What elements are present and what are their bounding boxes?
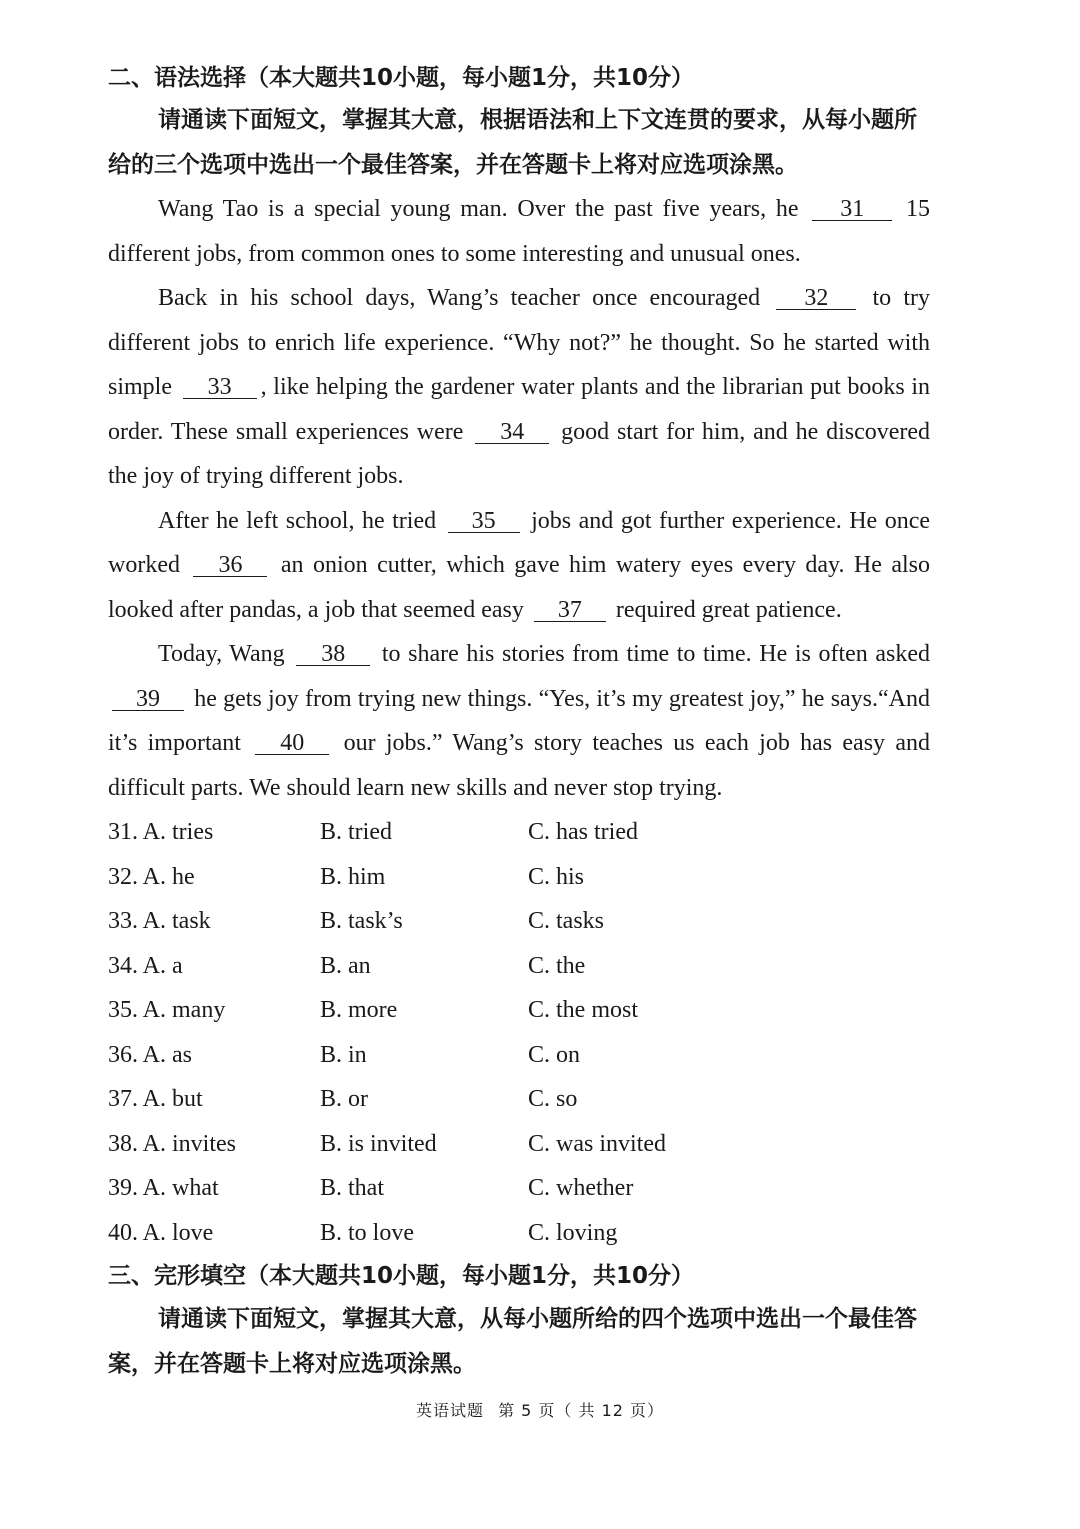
section-2-instructions: 请通读下面短文，掌握其大意，根据语法和上下文连贯的要求，从每小题所给的三个选项中选出一个最佳答案，并在答题卡上将对应选项涂黑。 xyxy=(108,107,917,178)
option-b: B. to love xyxy=(320,1219,414,1246)
option-a: 32. A. he xyxy=(108,863,195,890)
option-row-37 xyxy=(108,1077,808,1122)
option-b: B. task’s xyxy=(320,908,403,934)
option-row-38 xyxy=(108,1122,808,1167)
grammar-passage xyxy=(108,187,930,810)
answer-options xyxy=(108,810,808,1255)
option-b: B. tried xyxy=(320,819,392,845)
option-b: B. is invited xyxy=(320,1130,437,1157)
option-b: B. more xyxy=(320,997,398,1023)
blank-37: 37 xyxy=(534,599,606,622)
option-b: B. in xyxy=(320,1041,367,1068)
option-row-39 xyxy=(108,1166,808,1211)
option-a: 38. A. invites xyxy=(108,1130,237,1157)
option-row-36 xyxy=(108,1033,808,1078)
blank-39: 39 xyxy=(112,688,184,711)
option-c: C. the xyxy=(528,952,586,979)
section-3-heading: 三、完形填空（本大题共10小题，每小题1分，共10分） xyxy=(108,1263,695,1289)
option-c: C. has tried xyxy=(528,819,638,845)
blank-34: 34 xyxy=(475,421,549,444)
option-a: 31. A. tries xyxy=(108,819,214,845)
blank-35: 35 xyxy=(448,510,520,533)
option-b: B. or xyxy=(320,1086,368,1112)
option-a: 37. A. but xyxy=(108,1086,203,1112)
option-b: B. that xyxy=(320,1175,384,1201)
page-footer xyxy=(0,1398,1080,1421)
blank-36: 36 xyxy=(193,554,267,577)
option-a: 36. A. as xyxy=(108,1041,192,1068)
option-c: C. loving xyxy=(528,1219,618,1246)
option-c: C. on xyxy=(528,1041,581,1068)
option-b: B. him xyxy=(320,863,386,890)
footer-subject: 英语试题 xyxy=(415,1401,484,1420)
option-c: C. tasks xyxy=(528,908,605,934)
section-3-instructions: 请通读下面短文，掌握其大意，从每小题所给的四个选项中选出一个最佳答案，并在答题卡上将对应选项涂黑。 xyxy=(108,1306,917,1377)
section-2-heading: 二、语法选择（本大题共10小题，每小题1分，共10分） xyxy=(108,65,695,91)
passage-paragraph-3: After he left school, he tried 35 jobs and got further experience. He once worked 36 an onion cutter, which gave him watery eyes every day. He also looked after pandas, a job that seemed easy 37 required great patience. xyxy=(108,507,931,623)
option-a: 40. A. love xyxy=(108,1219,214,1246)
option-a: 34. A. a xyxy=(108,952,183,979)
option-row-33 xyxy=(108,899,808,944)
blank-33: 33 xyxy=(183,376,257,399)
passage-paragraph-2: Back in his school days, Wang’s teacher once encouraged 32 to try different jobs to enrich life experience. “Why not?” he thought. So he started with simple 33 , like helping the gardener water plants and the librarian put books in order. These small experiences were 34 good start for him, and he discovered the joy of trying different jobs. xyxy=(108,285,931,489)
option-row-35 xyxy=(108,988,808,1033)
footer-page-number: 第 5 页（ 共 12 页） xyxy=(498,1401,665,1420)
option-row-34 xyxy=(108,944,808,989)
option-row-31 xyxy=(108,810,808,855)
blank-32: 32 xyxy=(776,287,856,310)
option-a: 35. A. many xyxy=(108,997,226,1023)
option-c: C. the most xyxy=(528,997,639,1023)
option-a: 39. A. what xyxy=(108,1175,219,1201)
blank-31: 31 xyxy=(812,198,892,221)
option-row-32 xyxy=(108,855,808,900)
blank-38: 38 xyxy=(296,643,370,666)
option-c: C. was invited xyxy=(528,1130,666,1157)
passage-paragraph-4: Today, Wang 38 to share his stories from time to time. He is often asked 39 he gets joy from trying new things. “Yes, it’s my greatest joy,” he says.“And it’s important 40 our jobs.” Wang’s story teaches us each job has easy and difficult parts. We should learn new skills and never stop trying. xyxy=(108,641,931,801)
option-c: C. so xyxy=(528,1086,578,1112)
option-c: C. whether xyxy=(528,1175,634,1201)
option-b: B. an xyxy=(320,952,371,979)
passage-paragraph-1: Wang Tao is a special young man. Over the past five years, he 31 15 different jobs, from common ones to some interesting and unusual ones. xyxy=(108,196,930,267)
blank-40: 40 xyxy=(255,732,329,755)
option-a: 33. A. task xyxy=(108,908,211,934)
option-row-40 xyxy=(108,1211,808,1256)
option-c: C. his xyxy=(528,863,585,890)
